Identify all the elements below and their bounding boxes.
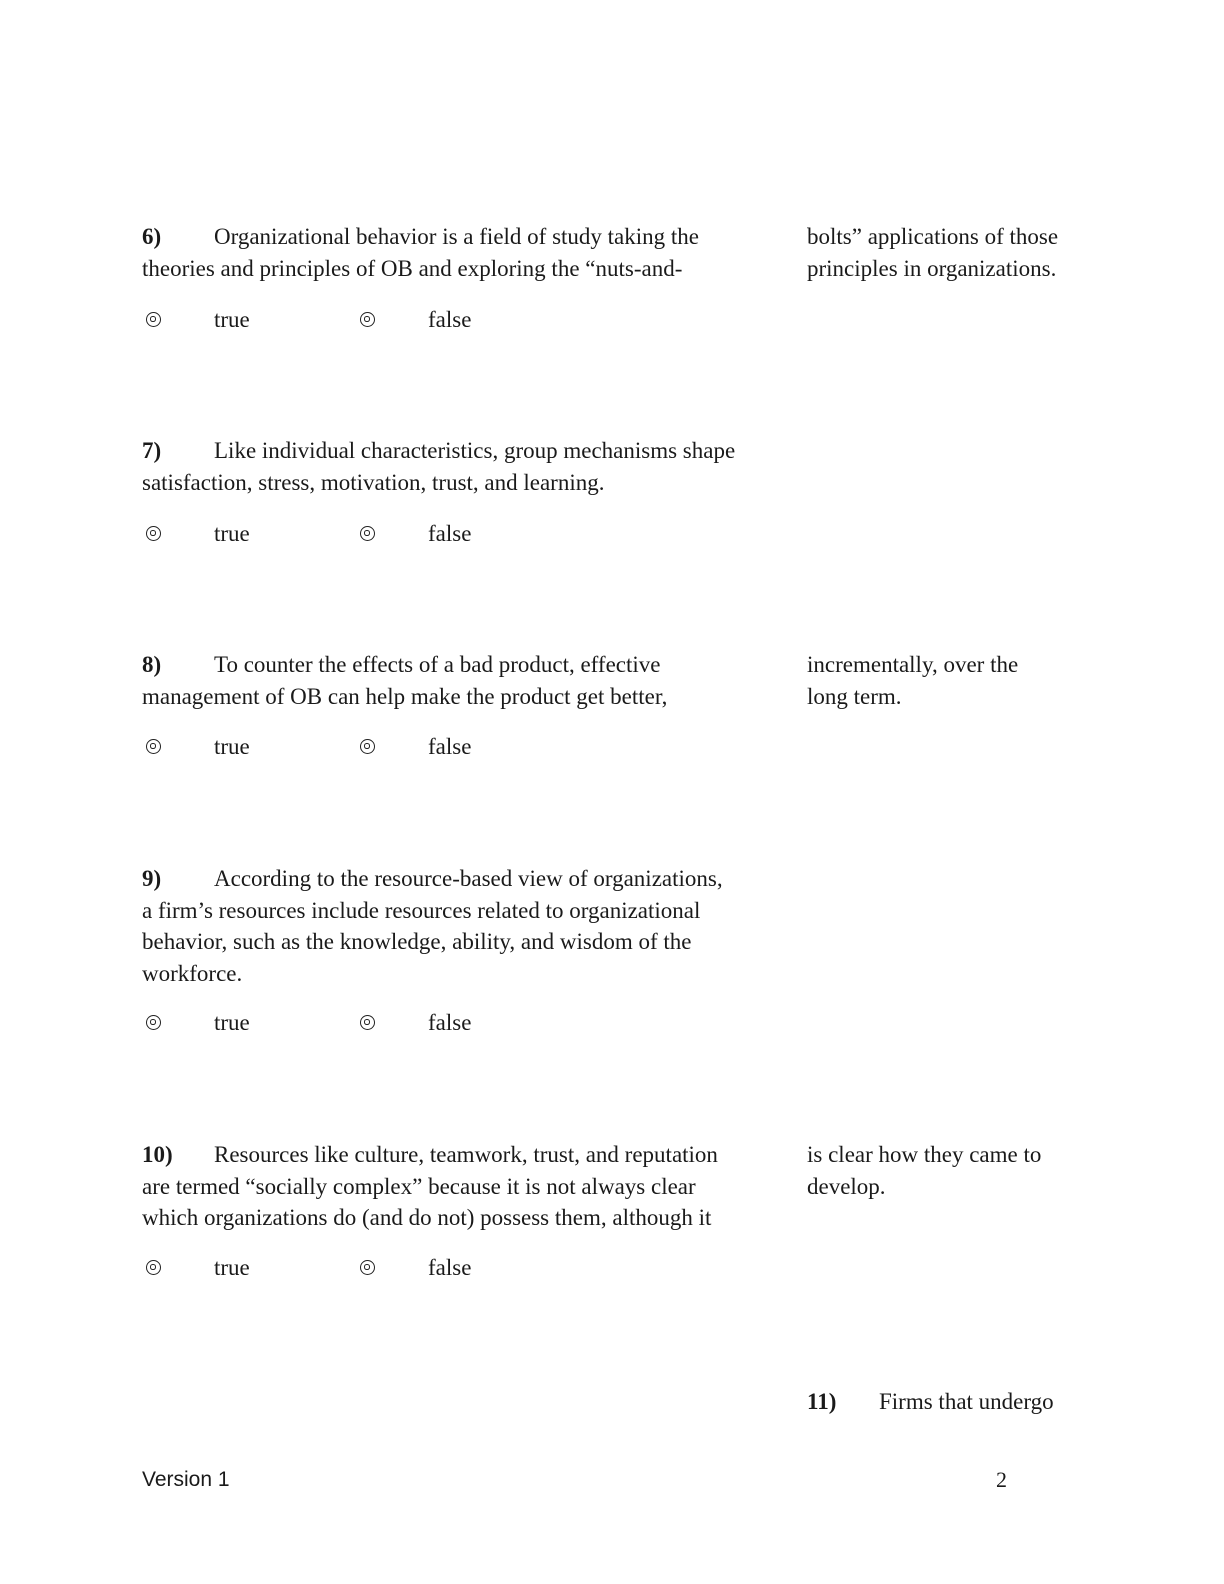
question-body: According to the resource-based view of organizations, a firm’s resources include resources related to organizational behavior, such as the knowledge, ability, and wisdom of the workforce. <box>142 866 723 986</box>
radio-button-icon[interactable] <box>360 739 375 754</box>
question-number: 6) <box>142 224 162 249</box>
option-false[interactable] <box>360 731 472 763</box>
option-true[interactable] <box>146 1252 250 1284</box>
option-true[interactable] <box>146 1007 250 1039</box>
radio-button-icon[interactable] <box>360 1015 375 1030</box>
option-false[interactable] <box>360 304 472 336</box>
question-text-continuation: bolts” applications of those principles in organizations. <box>807 224 1059 281</box>
option-label: false <box>428 1010 472 1035</box>
radio-button-icon[interactable] <box>360 526 375 541</box>
question-text <box>142 649 752 712</box>
option-false[interactable] <box>360 1252 472 1284</box>
option-label: true <box>214 734 250 759</box>
radio-button-icon[interactable] <box>360 1260 375 1275</box>
radio-button-icon[interactable] <box>146 526 161 541</box>
question-body: Organizational behavior is a field of study taking the theories and principles of OB and exploring the “nuts-and- <box>142 224 699 281</box>
radio-button-icon[interactable] <box>146 312 161 327</box>
option-label: false <box>428 1255 472 1280</box>
question-body: Resources like culture, teamwork, trust, and reputation are termed “socially complex” because it is not always clear which organizations do (and do not) possess them, although it <box>142 1142 718 1230</box>
option-label: true <box>214 1255 250 1280</box>
question-body: To counter the effects of a bad product, effective management of OB can help make the product get better, <box>142 652 668 709</box>
question-text <box>142 1139 742 1234</box>
option-label: true <box>214 307 250 332</box>
question-text <box>142 435 752 498</box>
question-number: 8) <box>142 652 162 677</box>
question-text <box>142 863 727 989</box>
option-false[interactable] <box>360 518 472 550</box>
page-number: 2 <box>996 1467 1007 1492</box>
option-label: true <box>214 521 250 546</box>
option-false[interactable] <box>360 1007 472 1039</box>
radio-button-icon[interactable] <box>360 312 375 327</box>
option-label: true <box>214 1010 250 1035</box>
footer-version: Version 1 <box>142 1468 230 1491</box>
question-11-start <box>807 1386 1054 1418</box>
question-number: 10) <box>142 1142 173 1167</box>
option-label: false <box>428 521 472 546</box>
radio-button-icon[interactable] <box>146 1015 161 1030</box>
question-number: 9) <box>142 866 162 891</box>
radio-button-icon[interactable] <box>146 739 161 754</box>
question-text-continuation: incrementally, over the long term. <box>807 652 1019 709</box>
radio-button-icon[interactable] <box>146 1260 161 1275</box>
question-text-continuation: is clear how they came to develop. <box>807 1142 1042 1199</box>
question-number: 7) <box>142 438 162 463</box>
question-body: Like individual characteristics, group mechanisms shape satisfaction, stress, motivation, trust, and learning. <box>142 438 736 495</box>
question-body: Firms that undergo <box>879 1389 1054 1414</box>
option-true[interactable] <box>146 518 250 550</box>
option-true[interactable] <box>146 304 250 336</box>
question-number: 11) <box>807 1389 837 1414</box>
option-true[interactable] <box>146 731 250 763</box>
option-label: false <box>428 734 472 759</box>
question-text <box>142 221 752 284</box>
option-label: false <box>428 307 472 332</box>
